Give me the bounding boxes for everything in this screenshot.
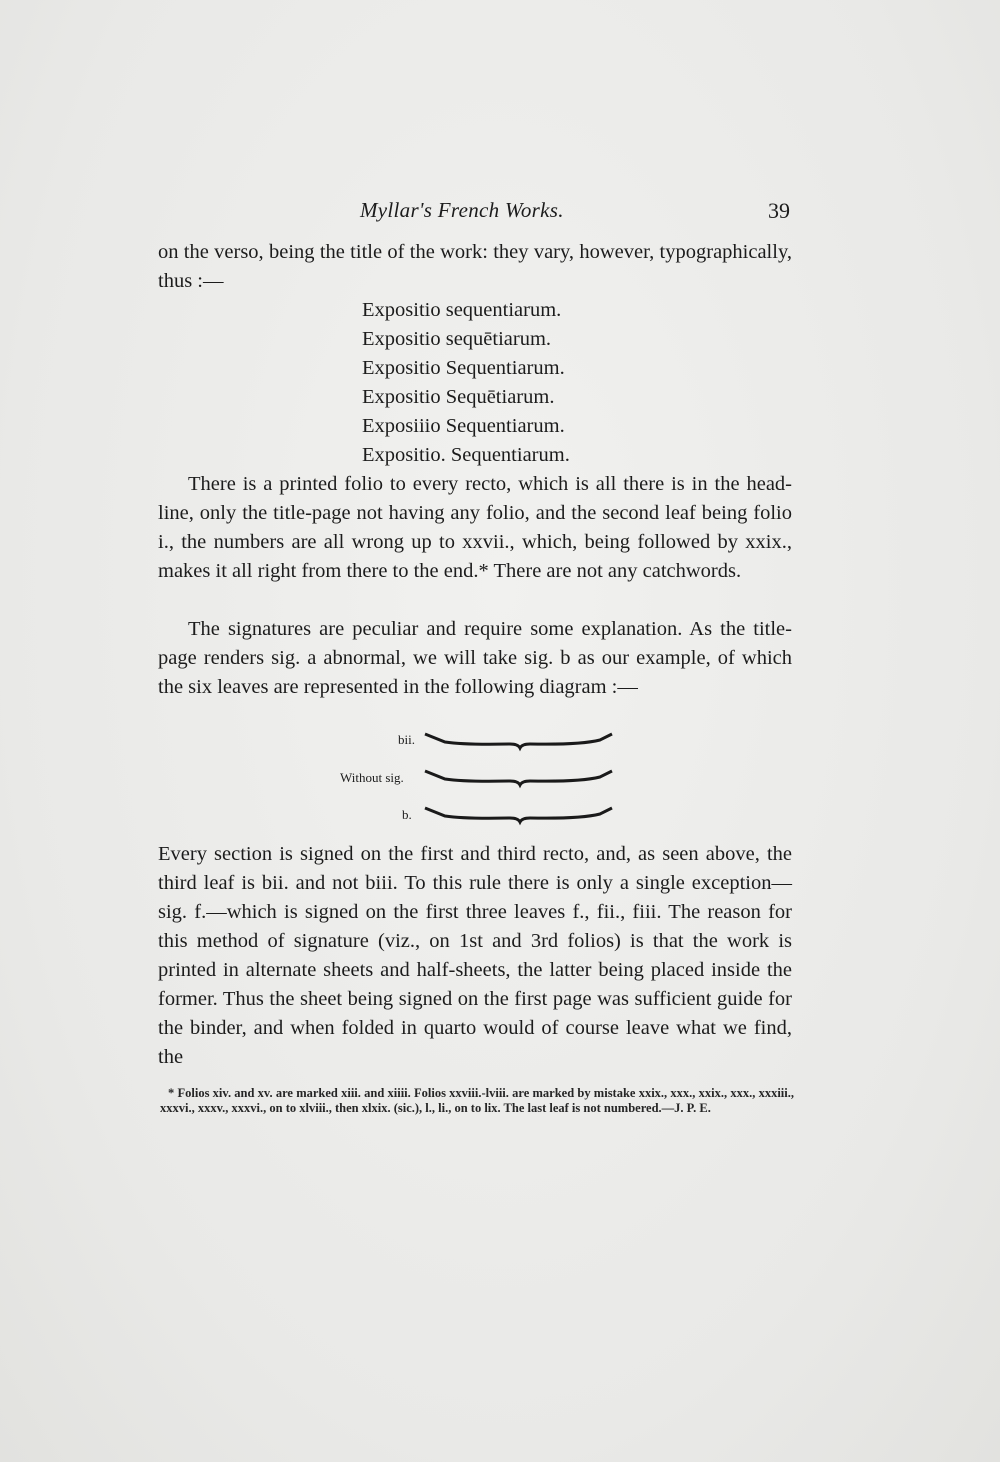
paragraph-1-text: on the verso, being the title of the work: they vary, however, typographically, thus :— — [158, 241, 792, 292]
diagram-label-bii: bii. — [398, 732, 415, 747]
page-number: 39 — [768, 198, 790, 223]
variant-line: Expositio Sequentiarum. — [362, 357, 565, 379]
variant-line: Exposiiio Sequentiarum. — [362, 415, 565, 437]
running-title: Myllar's French Works. — [360, 198, 564, 222]
footnote-text: * Folios xiv. and xv. are marked xiii. and xiiii. Folios xxviii.-lviii. are marked by mistake xxix., xxx., xxix., xxx., xxxiii., xxxvi., xxxv., xxxvi., on to xlviii., then xlxix. (sic.), l., li., on to lix. The last leaf is not numbered.—J. P. E. — [160, 1086, 794, 1115]
leaf-curve-b — [425, 808, 612, 822]
paragraph-3-text: The signatures are peculiar and require some explanation. As the title-page renders sig. a abnormal, we will take sig. b as our example, of which the six leaves are represented in the following diagram :— — [158, 618, 792, 698]
leaf-curve-bii — [425, 734, 612, 748]
paragraph-4-text: Every section is signed on the first and third recto, and, as seen above, the third leaf is bii. and not biii. To this rule there is only a single exception—sig. f.—which is signed on the first three leaves f., fii., fiii. The reason for this method of signature (viz., on 1st and 3rd folios) is that the work is printed in alternate sheets and half-sheets, the latter being placed inside the former. Thus the sheet being signed on the first page was sufficient guide for the binder, and when folded in quarto would of course leave what we find, the — [158, 843, 792, 1068]
paragraph-1 — [158, 238, 792, 296]
paragraph-3 — [158, 615, 792, 702]
footnote — [160, 1086, 794, 1116]
variant-line: Expositio sequētiarum. — [362, 328, 552, 350]
signature-diagram — [330, 726, 630, 826]
variant-line: Expositio sequentiarum. — [362, 299, 562, 321]
title-variants-list — [362, 296, 570, 470]
paragraph-2 — [158, 470, 792, 586]
diagram-label-without-sig: Without sig. — [340, 770, 404, 785]
folded-leaves-drawing — [330, 726, 630, 826]
leaf-curve-without-sig — [425, 771, 612, 785]
paragraph-2-text: There is a printed folio to every recto, which is all there is in the head-line, only the title-page not having any folio, and the second leaf being folio i., the numbers are all wrong up to xxvii., which, being followed by xxix., makes it all right from there to the end.* There are not any catchwords. — [158, 473, 792, 582]
variant-line: Expositio. Sequentiarum. — [362, 444, 570, 466]
paragraph-4 — [158, 840, 792, 1072]
variant-line: Expositio Sequētiarum. — [362, 386, 555, 408]
diagram-label-b: b. — [402, 807, 412, 822]
